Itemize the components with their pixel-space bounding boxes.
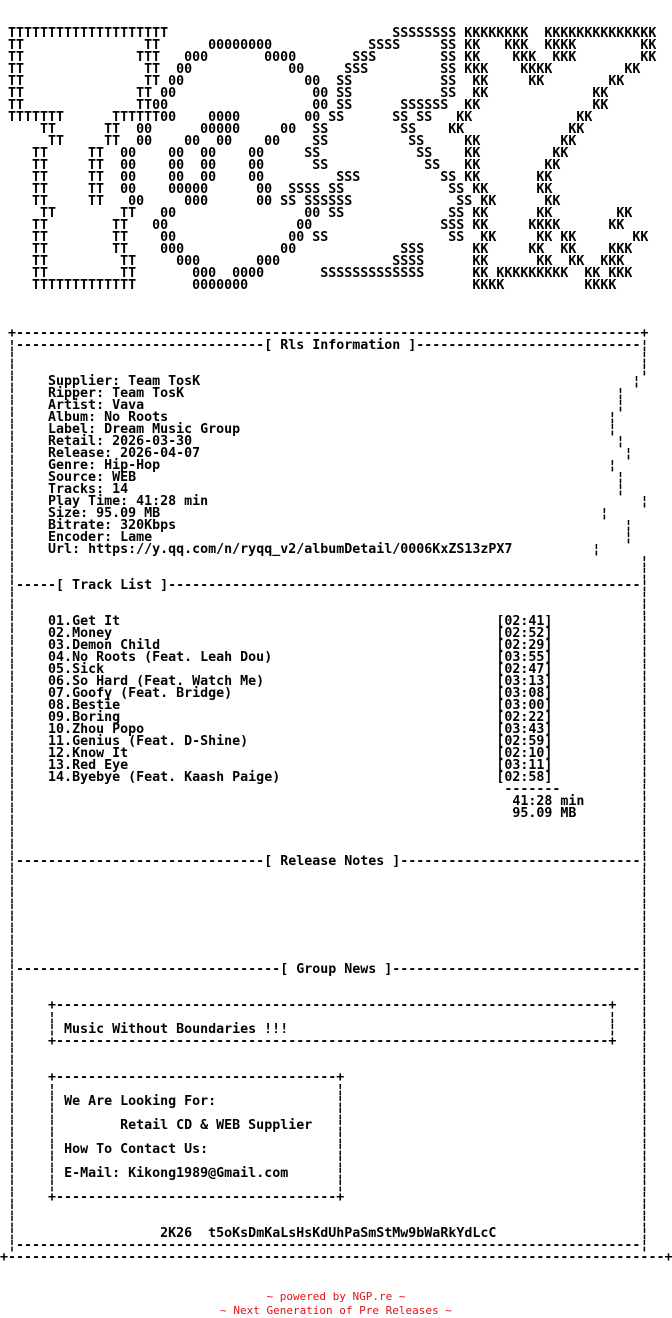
year-tag: 2K26 xyxy=(160,1226,193,1241)
info-field-source: ¦ Source: WEB ¦ xyxy=(8,470,625,485)
tracklist-total-time: ¦ 41:28 min ¦ xyxy=(8,794,649,809)
info-field-label: ¦ Label: Dream Music Group ¦ xyxy=(8,422,617,437)
ascii-logo-line: TT TT 000 000 SSSS KK KK KK KKK xyxy=(8,254,625,269)
ascii-logo-line: TT TTT 000 0000 SSS SS KK KKK KKK KK xyxy=(8,50,657,65)
ascii-logo-line: TT TT00 00 SS SSSSSS KK KK xyxy=(8,98,609,113)
info-label: Label xyxy=(48,422,89,437)
section-title: [ Group News ] xyxy=(280,962,393,977)
track-number: 05 xyxy=(48,662,65,677)
looking-for-item: Retail CD & WEB Supplier xyxy=(120,1118,313,1133)
looking-for-line: ¦ ¦ We Are Looking For: ¦ ¦ xyxy=(8,1094,649,1109)
info-label: Ripper xyxy=(48,386,97,401)
track-number: 04 xyxy=(48,650,65,665)
info-label: Album xyxy=(48,410,89,425)
track-title: Demon Child xyxy=(72,638,161,653)
info-field-genre: ¦ Genre: Hip-Hop ¦ xyxy=(8,458,617,473)
track-title: Red Eye xyxy=(72,758,129,773)
info-value: Vava xyxy=(112,398,145,413)
ascii-logo-line: TT TT 00 00 00 00 SS SS KK KK xyxy=(8,134,577,149)
tracklist-total-size: ¦ 95.09 MB ¦ xyxy=(8,806,649,821)
ascii-logo-line: TTTTTTTTTTTTT 0000000 KKKK KKKK xyxy=(8,278,617,293)
track-number: 01 xyxy=(48,614,65,629)
hash-line: ¦ 2K26 t5oKsDmKaLsHsKdUhPaSmStMw9bWaRkYdLcC ¦ xyxy=(8,1226,649,1241)
info-value: WEB xyxy=(112,470,137,485)
track-title: So Hard (Feat. Watch Me) xyxy=(72,674,265,689)
info-field-encoder: ¦ Encoder: Lame ¦ xyxy=(8,530,633,545)
track-number: 03 xyxy=(48,638,65,653)
track-time: [02:41] xyxy=(496,614,553,629)
info-value: Dream Music Group xyxy=(104,422,241,437)
ascii-logo-line: TT TT 00 00 SSS KK KKKK KK xyxy=(8,218,625,233)
track-number: 13 xyxy=(48,758,65,773)
looking-for-heading: We Are Looking For: xyxy=(64,1094,217,1109)
powered-by-text: ~ powered by NGP.re ~ xyxy=(266,1290,406,1303)
info-label: Bitrate xyxy=(48,518,105,533)
info-label: Encoder xyxy=(48,530,105,545)
track-title: Genius (Feat. D-Shine) xyxy=(72,734,249,749)
info-value: 41:28 min xyxy=(136,494,209,509)
blank-line: ¦ ¦ xyxy=(8,890,649,905)
track-row: ¦ 11.Genius (Feat. D-Shine) [02:59] ¦ xyxy=(8,734,649,749)
info-value: Team TosK xyxy=(128,374,201,389)
info-label: Url xyxy=(48,542,73,557)
info-field-ripper: ¦ Ripper: Team TosK ¦ xyxy=(8,386,625,401)
contact-box-empty: ¦ ¦ ¦ ¦ xyxy=(8,1130,649,1145)
blank-line: ¦ ¦ xyxy=(8,914,649,929)
contact-heading-line: ¦ ¦ How To Contact Us: ¦ ¦ xyxy=(8,1142,649,1157)
info-label: Tracks xyxy=(48,482,97,497)
blank-line: ¦ ¦ xyxy=(8,1214,649,1229)
track-time: [03:13] xyxy=(496,674,553,689)
blank-line: ¦ ¦ xyxy=(8,926,649,941)
total-size: 95.09 MB xyxy=(512,806,577,821)
track-time: [02:10] xyxy=(496,746,553,761)
track-title: Goofy (Feat. Bridge) xyxy=(72,686,233,701)
blank-line: ¦ ¦ xyxy=(8,986,649,1001)
ascii-logo-line: TT TT 00 00 SSS SS KKK KKKK KK xyxy=(8,62,641,77)
track-row: ¦ 10.Zhou Popo [03:43] ¦ xyxy=(8,722,649,737)
track-time: [02:29] xyxy=(496,638,553,653)
track-row: ¦ 03.Demon Child [02:29] ¦ xyxy=(8,638,649,653)
info-field-album: ¦ Album: No Roots ¦ xyxy=(8,410,617,425)
contact-box-bottom: ¦ +-----------------------------------+ ¦ xyxy=(8,1190,649,1205)
ascii-logo-line: TT TT 000 0000 SSSSSSSSSSSSS KK KKKKKKKKK KK KKK xyxy=(8,266,633,281)
ascii-logo-line: TT TT 00 00 00 00 SSS SS KK KK xyxy=(8,170,553,185)
info-value: 95.09 MB xyxy=(96,506,161,521)
ascii-logo-line: TT TT 000 00 SSS KK KK KK KKK xyxy=(8,242,633,257)
ascii-logo-line: TT TT 00 00 SS SS KK KK KK xyxy=(8,74,625,89)
ascii-logo-line: TT TT 00 00000 00 SS SS KK KK xyxy=(8,122,585,137)
blank-line: ¦ ¦ xyxy=(8,1046,649,1061)
total-time: 41:28 min xyxy=(512,794,585,809)
section-title: [ Track List ] xyxy=(56,578,169,593)
track-title: Know It xyxy=(72,746,129,761)
track-number: 07 xyxy=(48,686,65,701)
track-row: ¦ 14.Byebye (Feat. Kaash Paige) [02:58] ¦ xyxy=(8,770,649,785)
frame-top-border: +------------------------------------------------------------------------------+ xyxy=(8,326,649,341)
ascii-logo-line: TT TT 00 00000 00 SSSS SS SS KK KK xyxy=(8,182,553,197)
info-value: 2026-04-07 xyxy=(120,446,201,461)
contact-box-top: ¦ +-----------------------------------+ ¦ xyxy=(8,1070,649,1085)
ascii-logo-line: TT TT 00 00 SS SS KK KK KK xyxy=(8,206,633,221)
track-time: [02:58] xyxy=(496,770,553,785)
contact-heading: How To Contact Us: xyxy=(64,1142,209,1157)
section-header-group-news: ¦---------------------------------[ Group News ]-------------------------------¦ xyxy=(8,962,649,977)
info-field-tracks: ¦ Tracks: 14 ¦ xyxy=(8,482,625,497)
page-footer xyxy=(0,1290,672,1318)
contact-email-line: ¦ ¦ E-Mail: Kikong1989@Gmail.com ¦ ¦ xyxy=(8,1166,649,1181)
track-title: Byebye (Feat. Kaash Paige) xyxy=(72,770,281,785)
track-row: ¦ 09.Boring [02:22] ¦ xyxy=(8,710,649,725)
blank-line: ¦ ¦ xyxy=(8,866,649,881)
info-value: Lame xyxy=(120,530,153,545)
track-number: 09 xyxy=(48,710,65,725)
info-field-bitrate: ¦ Bitrate: 320Kbps ¦ xyxy=(8,518,633,533)
info-label: Supplier xyxy=(48,374,113,389)
info-field-size: ¦ Size: 95.09 MB ¦ xyxy=(8,506,609,521)
blank-line: ¦ ¦ xyxy=(8,950,649,965)
track-time: [02:59] xyxy=(496,734,553,749)
track-time: [02:52] xyxy=(496,626,553,641)
info-value: No Roots xyxy=(104,410,169,425)
banner-box-top: ¦ +---------------------------------------------------------------------+ ¦ xyxy=(8,998,649,1013)
frame-bottom-border: +----------------------------------------------------------------------------------+ xyxy=(0,1250,672,1265)
section-header-rls-information: ¦-------------------------------[ Rls Information ]----------------------------¦ xyxy=(8,338,649,353)
track-time: [03:08] xyxy=(496,686,553,701)
info-value: 2026-03-30 xyxy=(112,434,193,449)
contact-box-empty: ¦ ¦ ¦ ¦ xyxy=(8,1154,649,1169)
section-title: [ Rls Information ] xyxy=(264,338,417,353)
track-row: ¦ 07.Goofy (Feat. Bridge) [03:08] ¦ xyxy=(8,686,649,701)
track-title: No Roots (Feat. Leah Dou) xyxy=(72,650,273,665)
section-title: [ Release Notes ] xyxy=(264,854,401,869)
track-time: [03:55] xyxy=(496,650,553,665)
info-field-release: ¦ Release: 2026-04-07 ¦ xyxy=(8,446,633,461)
ascii-logo-line: TT TT 00 00 SS SS KK KK xyxy=(8,86,609,101)
nfo-body xyxy=(0,316,672,1265)
track-time: [02:22] xyxy=(496,710,553,725)
track-time: [03:11] xyxy=(496,758,553,773)
track-title: Boring xyxy=(72,710,121,725)
track-row: ¦ 05.Sick [02:47] ¦ xyxy=(8,662,649,677)
info-label: Play Time xyxy=(48,494,121,509)
info-value: 320Kbps xyxy=(120,518,177,533)
track-number: 10 xyxy=(48,722,65,737)
track-row: ¦ 12.Know It [02:10] ¦ xyxy=(8,746,649,761)
info-label: Release xyxy=(48,446,105,461)
blank-line: ¦ ¦ xyxy=(8,830,649,845)
blank-line: ¦ ¦ xyxy=(8,590,649,605)
track-row: ¦ 04.No Roots (Feat. Leah Dou) [03:55] ¦ xyxy=(8,650,649,665)
blank-line: ¦ ¦ xyxy=(8,350,649,365)
ascii-logo-line: TTTTTTT TTTTTT00 0000 00 SS SS SS KK KK xyxy=(8,110,593,125)
blank-line: ¦ ¦ xyxy=(8,818,649,833)
ascii-logo-line: TT TT 00 00 SS SS KK KK KK KK xyxy=(8,230,649,245)
info-value: 14 xyxy=(112,482,129,497)
banner-box-empty: ¦ ¦ ¦ ¦ xyxy=(8,1010,649,1025)
blank-line: ¦ ¦ xyxy=(8,566,649,581)
track-row: ¦ 08.Bestie [03:00] ¦ xyxy=(8,698,649,713)
info-value: Hip-Hop xyxy=(104,458,161,473)
blank-line: ¦ ¦ xyxy=(8,554,649,569)
track-title: Zhou Popo xyxy=(72,722,145,737)
info-label: Retail xyxy=(48,434,97,449)
blank-line: ¦ ¦ xyxy=(8,1202,649,1217)
info-label: Artist xyxy=(48,398,97,413)
info-field-url: ¦ Url: https://y.qq.com/n/ryqq_v2/albumDetail/0006KxZS13zPX7 ¦ xyxy=(8,542,601,557)
ascii-logo-line: TT TT 00 00 00 00 SS SS KK KK xyxy=(8,146,569,161)
info-value: Team TosK xyxy=(112,386,185,401)
section-header-release-notes: ¦-------------------------------[ Release Notes ]------------------------------¦ xyxy=(8,854,649,869)
info-label: Size xyxy=(48,506,81,521)
blank-line: ¦ ¦ xyxy=(8,1058,649,1073)
section-header-track-list: ¦-----[ Track List ]-----------------------------------------------------------¦ xyxy=(8,578,649,593)
blank-line: ¦ ¦ xyxy=(8,938,649,953)
blank-line: ¦ ¦ xyxy=(8,974,649,989)
ascii-logo-line: TT TT 00 00 00 00 SS SS KK KK xyxy=(8,158,561,173)
ascii-logo-line: TT TT 00 000 00 SS SSSSSS SS KK KK xyxy=(8,194,561,209)
info-label: Source xyxy=(48,470,97,485)
track-title: Money xyxy=(72,626,113,641)
track-title: Get It xyxy=(72,614,121,629)
track-title: Bestie xyxy=(72,698,121,713)
contact-email: E-Mail: Kikong1989@Gmail.com xyxy=(64,1166,289,1181)
hash-text: t5oKsDmKaLsHsKdUhPaSmStMw9bWaRkYdLcC xyxy=(208,1226,497,1241)
frame-inner-bottom-border: ¦------------------------------------------------------------------------------¦ xyxy=(8,1238,649,1253)
banner-box-text: ¦ ¦ Music Without Boundaries !!! ¦ ¦ xyxy=(8,1022,649,1037)
banner-box-bottom: ¦ +---------------------------------------------------------------------+ ¦ xyxy=(8,1034,649,1049)
info-value: https://y.qq.com/n/ryqq_v2/albumDetail/0006KxZS13zPX7 xyxy=(88,542,513,557)
blank-line: ¦ ¦ xyxy=(8,602,649,617)
banner-text: Music Without Boundaries !!! xyxy=(64,1022,289,1037)
track-title: Sick xyxy=(72,662,105,677)
info-field-supplier: ¦ Supplier: Team TosK ¦ xyxy=(8,374,641,389)
looking-item-line: ¦ ¦ Retail CD & WEB Supplier ¦ ¦ xyxy=(8,1118,649,1133)
track-number: 14 xyxy=(48,770,65,785)
contact-box-empty: ¦ ¦ ¦ ¦ xyxy=(8,1082,649,1097)
track-number: 08 xyxy=(48,698,65,713)
blank-line: ¦ ¦ xyxy=(8,902,649,917)
track-row: ¦ 02.Money [02:52] ¦ xyxy=(8,626,649,641)
info-field-play-time: ¦ Play Time: 41:28 min ¦ xyxy=(8,494,649,509)
track-number: 11 xyxy=(48,734,65,749)
track-row: ¦ 13.Red Eye [03:11] ¦ xyxy=(8,758,649,773)
track-number: 02 xyxy=(48,626,65,641)
info-field-retail: ¦ Retail: 2026-03-30 ¦ xyxy=(8,434,625,449)
track-time: [02:47] xyxy=(496,662,553,677)
info-field-artist: ¦ Artist: Vava ¦ xyxy=(8,398,625,413)
track-time: [03:00] xyxy=(496,698,553,713)
track-row: ¦ 01.Get It [02:41] ¦ xyxy=(8,614,649,629)
contact-box-empty: ¦ ¦ ¦ ¦ xyxy=(8,1178,649,1193)
tracklist-total-separator: ¦ ------- ¦ xyxy=(8,782,649,797)
ascii-logo xyxy=(8,28,672,292)
info-label: Genre xyxy=(48,458,89,473)
track-number: 12 xyxy=(48,746,65,761)
ascii-logo-line: TT TT 00000000 SSSS SS KK KKK KKKK KK xyxy=(8,38,657,53)
blank-line: ¦ ¦ xyxy=(8,878,649,893)
tagline-text: ~ Next Generation of Pre Releases ~ xyxy=(220,1304,452,1317)
track-row: ¦ 06.So Hard (Feat. Watch Me) [03:13] ¦ xyxy=(8,674,649,689)
blank-line: ¦ ¦ xyxy=(8,842,649,857)
track-time: [03:43] xyxy=(496,722,553,737)
contact-box-empty: ¦ ¦ ¦ ¦ xyxy=(8,1106,649,1121)
blank-line: ¦ ¦ xyxy=(8,362,649,377)
track-number: 06 xyxy=(48,674,65,689)
ascii-logo-line: TTTTTTTTTTTTTTTTTTTT SSSSSSSS KKKKKKKK KKKKKKKKKKKKKK xyxy=(8,26,657,41)
